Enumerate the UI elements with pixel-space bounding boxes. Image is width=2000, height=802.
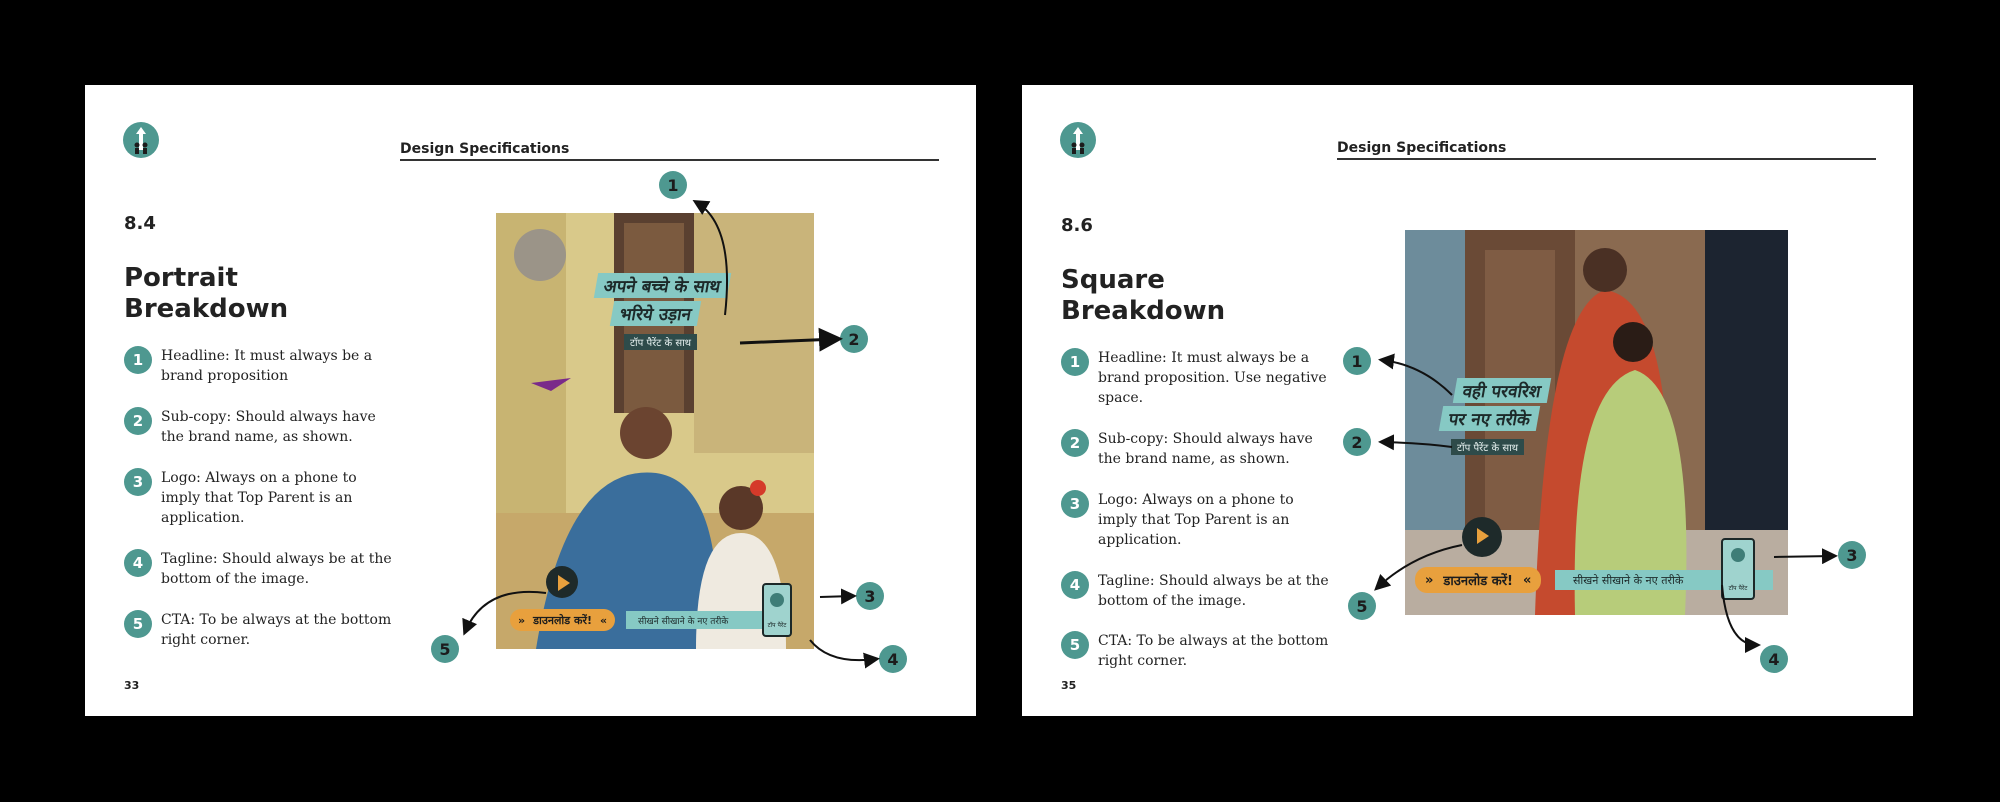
page-number: 35 <box>1061 679 1077 692</box>
chevron-left-icon: « <box>599 613 608 627</box>
cta-download-button <box>1415 567 1541 593</box>
number-badge: 5 <box>124 610 152 638</box>
number-badge: 2 <box>124 407 152 435</box>
portrait-creative-image <box>496 213 814 649</box>
callout-4: 4 <box>879 645 907 673</box>
title-line-2: Breakdown <box>124 294 289 324</box>
item-text: Sub-copy: Should always have the brand name, as shown. <box>161 409 376 445</box>
page-title <box>1061 265 1225 327</box>
title-line-1: Square <box>1061 265 1165 295</box>
title-line-1: Portrait <box>124 263 238 293</box>
page-portrait-breakdown <box>85 85 976 716</box>
number-badge: 3 <box>1061 490 1089 518</box>
item-text: Sub-copy: Should always have the brand name, as shown. <box>1098 431 1313 467</box>
callout-2: 2 <box>840 325 868 353</box>
callout-5: 5 <box>431 635 459 663</box>
item-text: Headline: It must always be a brand proposition. Use negative space. <box>1098 350 1327 406</box>
header-rule <box>1337 158 1876 160</box>
number-badge: 4 <box>124 549 152 577</box>
top-parent-logo-icon <box>1060 122 1096 158</box>
cta-label: डाउनलोड करें! <box>533 613 592 627</box>
item-text: CTA: To be always at the bottom right corner. <box>161 612 392 648</box>
page-title <box>124 263 288 325</box>
callout-1: 1 <box>1343 347 1371 375</box>
creative-headline-line-2: पर नए तरीके <box>1439 406 1541 431</box>
play-store-icon <box>1462 517 1502 557</box>
top-parent-logo-icon <box>123 122 159 158</box>
phone-label: टॉप पैरेंट <box>767 622 787 629</box>
section-number: 8.4 <box>124 213 156 234</box>
page-square-breakdown <box>1022 85 1913 716</box>
play-store-icon <box>546 566 578 598</box>
creative-headline-line-1: वही परवरिश <box>1453 378 1551 403</box>
callout-4: 4 <box>1760 645 1788 673</box>
cta-download-button <box>510 609 615 631</box>
item-text: Headline: It must always be a brand proposition <box>161 348 373 384</box>
callout-2: 2 <box>1343 428 1371 456</box>
phone-logo-mockup <box>1721 538 1755 600</box>
phone-logo-mockup <box>762 583 792 637</box>
chevron-left-icon: « <box>1522 572 1532 588</box>
number-badge: 2 <box>1061 429 1089 457</box>
header-title: Design Specifications <box>1337 140 1507 156</box>
creative-tagline: सीखने सीखाने के नए तरीके <box>1555 570 1773 590</box>
number-badge: 5 <box>1061 631 1089 659</box>
title-line-2: Breakdown <box>1061 296 1226 326</box>
creative-headline-line-1: अपने बच्चे के साथ <box>594 273 731 298</box>
creative-headline-line-2: भरिये उड़ान <box>610 301 702 326</box>
item-text: Tagline: Should always be at the bottom of the image. <box>161 551 392 587</box>
number-badge: 1 <box>124 346 152 374</box>
callout-3: 3 <box>856 582 884 610</box>
number-badge: 4 <box>1061 571 1089 599</box>
chevron-right-icon: » <box>1425 572 1434 588</box>
creative-subcopy: टॉप पैरेंट के साथ <box>624 334 697 350</box>
header-rule <box>400 159 939 161</box>
creative-tagline: सीखने सीखाने के नए तरीके <box>626 611 788 629</box>
number-badge: 1 <box>1061 348 1089 376</box>
callout-3: 3 <box>1838 541 1866 569</box>
cta-label: डाउनलोड करें! <box>1443 574 1513 589</box>
header-title: Design Specifications <box>400 141 570 157</box>
item-text: CTA: To be always at the bottom right corner. <box>1098 633 1329 669</box>
section-number: 8.6 <box>1061 215 1093 236</box>
item-text: Tagline: Should always be at the bottom of the image. <box>1098 573 1329 609</box>
creative-subcopy: टॉप पैरेंट के साथ <box>1451 439 1524 455</box>
top-parent-logo-icon <box>1731 548 1745 562</box>
page-number: 33 <box>124 679 140 692</box>
chevron-right-icon: » <box>518 613 526 627</box>
square-creative-image <box>1405 230 1788 615</box>
callout-1: 1 <box>659 171 687 199</box>
item-text: Logo: Always on a phone to imply that Top Parent is an application. <box>161 470 357 526</box>
item-text: Logo: Always on a phone to imply that Top Parent is an application. <box>1098 492 1294 548</box>
top-parent-logo-icon <box>770 593 784 607</box>
callout-5: 5 <box>1348 592 1376 620</box>
phone-label: टॉप पैरेंट <box>1728 585 1748 592</box>
number-badge: 3 <box>124 468 152 496</box>
